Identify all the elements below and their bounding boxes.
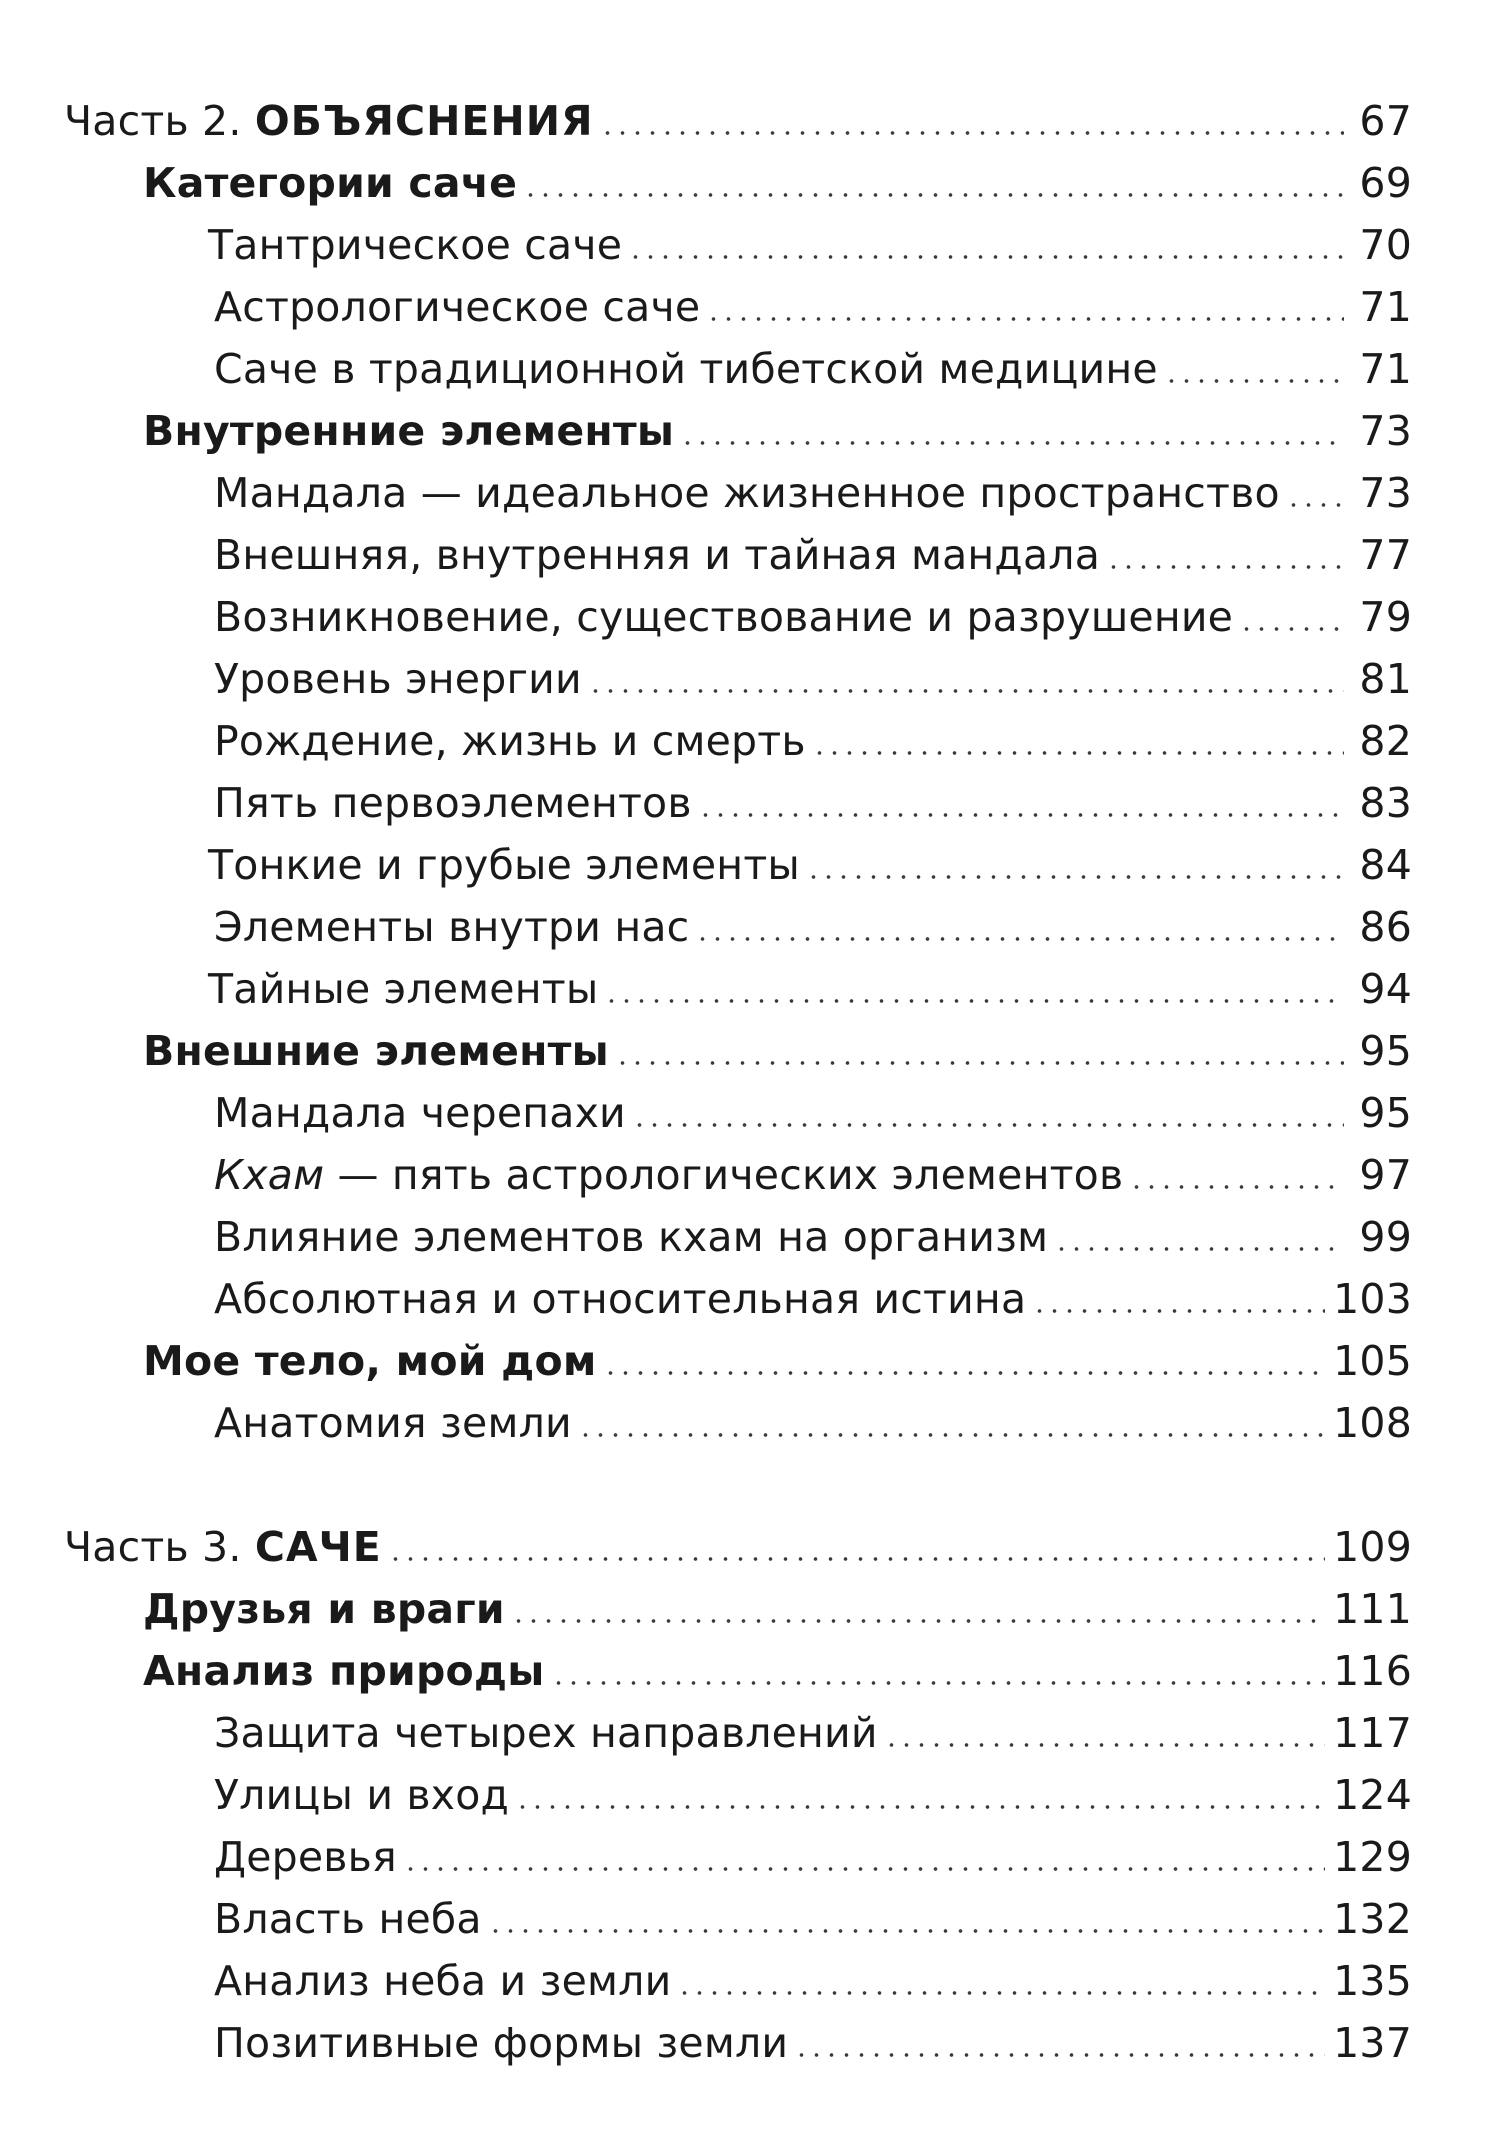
toc-page-number: 111: [1333, 1585, 1412, 1633]
toc-part-title: Часть 2. ОБЪЯСНЕНИЯ: [64, 97, 594, 145]
toc-subsection-entry: [214, 1077, 1412, 1139]
toc-page-number: 73: [1359, 407, 1412, 455]
toc-section-entry: [143, 1325, 1412, 1387]
dot-leader: [1239, 626, 1344, 632]
toc-page-number: 70: [1359, 221, 1412, 269]
toc-page-number: 81: [1359, 655, 1412, 703]
toc-part-heading: [64, 1511, 1412, 1573]
dot-leader: [812, 750, 1344, 756]
dot-leader: [1106, 564, 1344, 570]
toc-entry-title: Мое тело, мой дом: [143, 1337, 597, 1385]
toc-section-entry: [143, 395, 1412, 457]
toc-entry-title: Категории саче: [143, 159, 518, 207]
dot-leader: [515, 1804, 1325, 1810]
toc-subsection-entry: [214, 1263, 1412, 1325]
toc-section-entry: [143, 1635, 1412, 1697]
toc-entry-title: Анатомия земли: [214, 1399, 572, 1447]
toc-subsection-entry: [214, 1821, 1412, 1883]
toc-subsection-entry: [214, 1883, 1412, 1945]
dot-leader: [884, 1742, 1325, 1748]
toc-entry-title: Кхам — пять астрологических элементов: [214, 1151, 1124, 1199]
dot-leader: [706, 316, 1344, 322]
toc-subsection-entry: [208, 209, 1412, 271]
toc-subsection-entry: [214, 1759, 1412, 1821]
toc-page-number: 99: [1359, 1213, 1412, 1261]
toc-subsection-entry: [214, 1697, 1412, 1759]
toc-page-number: 132: [1333, 1895, 1412, 1943]
toc-subsection-entry: [214, 333, 1412, 395]
toc-subsection-entry: [214, 2007, 1412, 2069]
dot-leader: [794, 2052, 1325, 2058]
toc-page-number: 97: [1359, 1151, 1412, 1199]
toc-page-number: 71: [1359, 283, 1412, 331]
dot-leader: [523, 192, 1344, 198]
dot-leader: [806, 874, 1344, 880]
dot-leader: [551, 1680, 1326, 1686]
toc-subsection-entry: [214, 271, 1412, 333]
toc-page-number: 83: [1359, 779, 1412, 827]
toc-section-entry: [143, 1015, 1412, 1077]
dot-leader: [677, 1990, 1325, 1996]
toc-page-number: 109: [1333, 1523, 1412, 1571]
toc-subsection-entry: [214, 705, 1412, 767]
dot-leader: [578, 1432, 1325, 1438]
toc-subsection-entry: [214, 891, 1412, 953]
dot-leader: [588, 688, 1344, 694]
toc-page-number: 95: [1359, 1089, 1412, 1137]
toc-subsection-entry: [214, 1201, 1412, 1263]
dot-leader: [600, 130, 1344, 136]
toc-page-number: 69: [1359, 159, 1412, 207]
toc-page-number: 94: [1359, 965, 1412, 1013]
dot-leader: [388, 1556, 1325, 1562]
toc-entry-title: Улицы и вход: [214, 1771, 510, 1819]
toc-page-number: 84: [1359, 841, 1412, 889]
dot-leader: [680, 440, 1344, 446]
toc-page-number: 135: [1333, 1957, 1412, 2005]
dot-leader: [698, 812, 1344, 818]
toc-part-heading: [64, 85, 1412, 147]
toc-page-number: 124: [1333, 1771, 1412, 1819]
toc-entry-title: Позитивные формы земли: [214, 2019, 789, 2067]
toc-entry-title: Рождение, жизнь и смерть: [214, 717, 806, 765]
toc-section-entry: [143, 147, 1412, 209]
toc-entry-title: Астрологическое саче: [214, 283, 701, 331]
dot-leader: [604, 998, 1344, 1004]
toc-page-number: 82: [1359, 717, 1412, 765]
toc-entry-title: Тантрическое саче: [208, 221, 623, 269]
toc-entry-title: Власть неба: [214, 1895, 482, 1943]
toc-subsection-entry: [208, 953, 1412, 1015]
toc-subsection-entry: [208, 829, 1412, 891]
toc-subsection-entry: [214, 1387, 1412, 1449]
dot-leader: [1032, 1308, 1325, 1314]
toc-page-number: 137: [1333, 2019, 1412, 2067]
toc-page-number: 67: [1359, 97, 1412, 145]
toc-entry-title: Мандала черепахи: [214, 1089, 626, 1137]
toc-subsection-entry: [214, 1139, 1412, 1201]
toc-page-number: 108: [1333, 1399, 1412, 1447]
toc-entry-title: Элементы внутри нас: [214, 903, 690, 951]
toc-page-number: 117: [1333, 1709, 1412, 1757]
toc-entry-title: Внешняя, внутренняя и тайная мандала: [214, 531, 1101, 579]
toc-entry-title: Тайные элементы: [208, 965, 599, 1013]
toc-entry-title: Внутренние элементы: [143, 407, 675, 455]
toc-entry-title: Деревья: [214, 1833, 397, 1881]
toc-entry-title: Тонкие и грубые элементы: [208, 841, 800, 889]
toc-page-number: 86: [1359, 903, 1412, 951]
dot-leader: [615, 1060, 1344, 1066]
toc-page-number: 103: [1333, 1275, 1412, 1323]
toc-entry-title: Уровень энергии: [214, 655, 582, 703]
toc-page-number: 116: [1333, 1647, 1412, 1695]
dot-leader: [511, 1618, 1325, 1624]
toc-subsection-entry: [214, 581, 1412, 643]
toc-entry-title: Мандала — идеальное жизненное пространство: [214, 469, 1280, 517]
toc-page-number: 73: [1359, 469, 1412, 517]
toc-page-number: 71: [1359, 345, 1412, 393]
toc-page-number: 129: [1333, 1833, 1412, 1881]
toc-entry-title: Абсолютная и относительная истина: [214, 1275, 1027, 1323]
toc-subsection-entry: [214, 457, 1412, 519]
toc-section-entry: [143, 1573, 1412, 1635]
dot-leader: [695, 936, 1344, 942]
dot-leader: [1129, 1184, 1344, 1190]
toc-page-number: 77: [1359, 531, 1412, 579]
toc-subsection-entry: [214, 519, 1412, 581]
toc-entry-title: Анализ природы: [143, 1647, 545, 1695]
toc-entry-title: Пять первоэлементов: [214, 779, 692, 827]
toc-entry-title: Влияние элементов кхам на организм: [214, 1213, 1049, 1261]
toc-entry-title: Саче в традиционной тибетской медицине: [214, 345, 1158, 393]
toc-subsection-entry: [214, 1945, 1412, 2007]
dot-leader: [1164, 378, 1344, 384]
dot-leader: [1286, 502, 1344, 508]
toc-entry-title: Внешние элементы: [143, 1027, 609, 1075]
toc-entry-title: Защита четырех направлений: [214, 1709, 878, 1757]
toc-page-number: 79: [1359, 593, 1412, 641]
toc-page-number: 105: [1333, 1337, 1412, 1385]
toc-part-title: Часть 3. САЧЕ: [64, 1523, 382, 1571]
dot-leader: [488, 1928, 1325, 1934]
toc-subsection-entry: [214, 767, 1412, 829]
dot-leader: [603, 1370, 1326, 1376]
dot-leader: [1054, 1246, 1344, 1252]
toc-entry-title: Возникновение, существование и разрушение: [214, 593, 1234, 641]
toc-page-number: 95: [1359, 1027, 1412, 1075]
toc-entry-title: Анализ неба и земли: [214, 1957, 672, 2005]
toc-entry-title: Друзья и враги: [143, 1585, 505, 1633]
dot-leader: [632, 1122, 1344, 1128]
toc-subsection-entry: [214, 643, 1412, 705]
dot-leader: [628, 254, 1344, 260]
dot-leader: [403, 1866, 1325, 1872]
